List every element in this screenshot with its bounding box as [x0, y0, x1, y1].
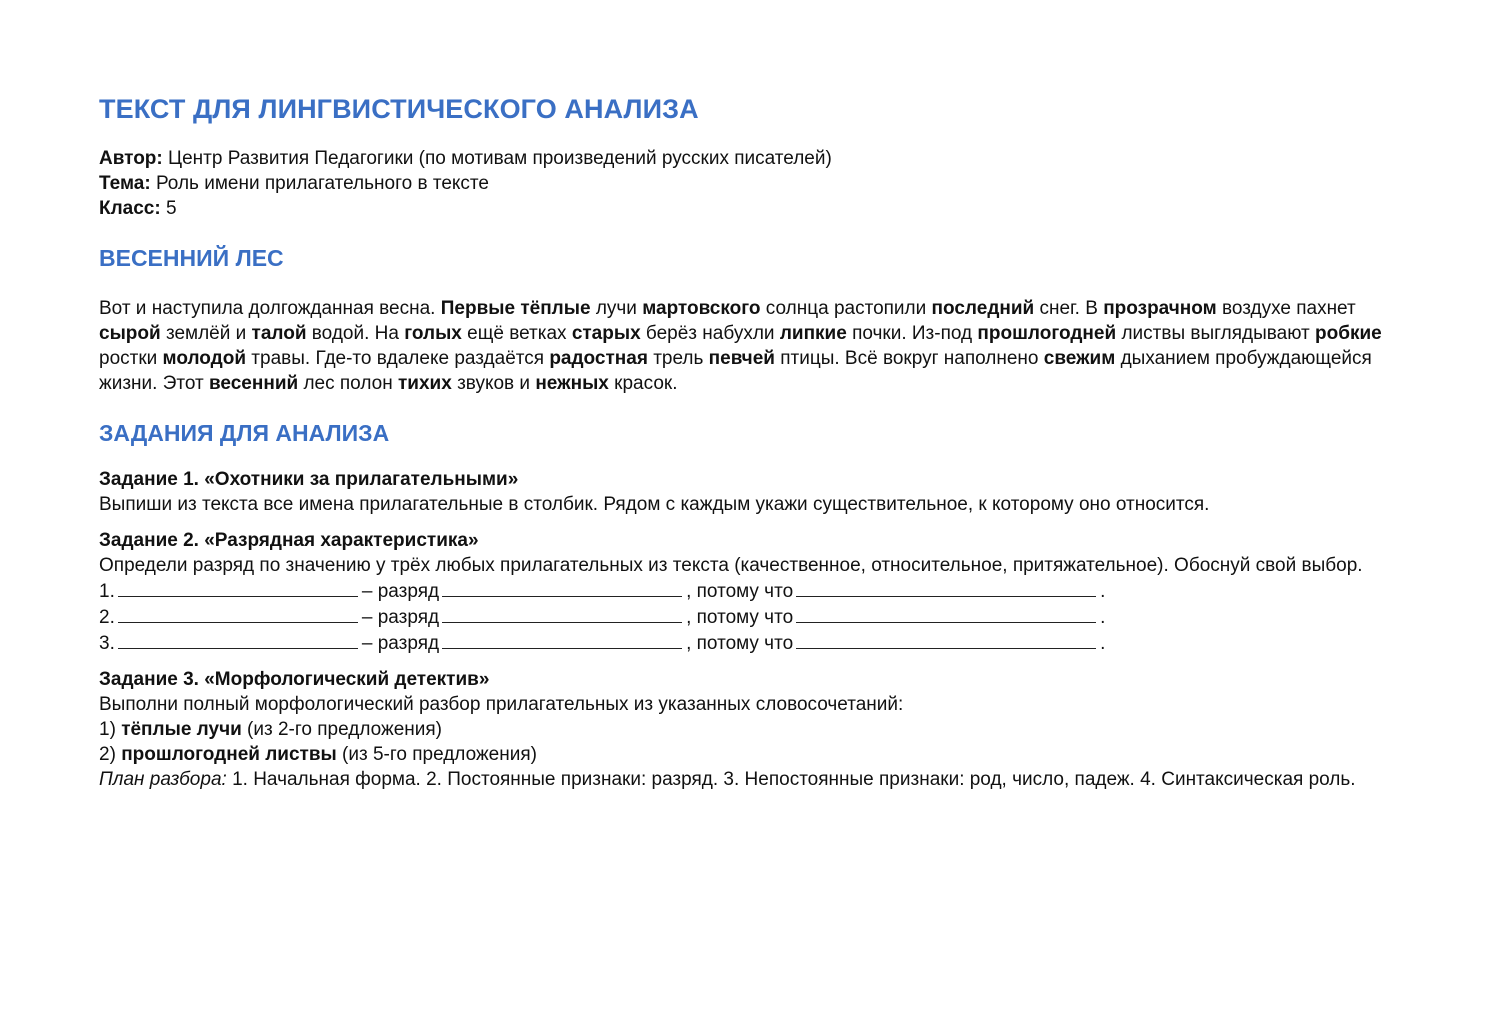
text-run: травы. Где-то вдалеке раздаётся: [246, 348, 550, 369]
text-run: водой. На: [306, 323, 405, 344]
category-blank[interactable]: [442, 630, 682, 649]
topic-line: [99, 171, 1504, 196]
highlighted-adjective: Первые тёплые: [440, 298, 591, 319]
end-mark: .: [1100, 633, 1106, 654]
text-run: ещё ветках: [461, 323, 572, 344]
text-run: птицы. Всё вокруг наполнено: [774, 348, 1044, 369]
text-run: снег. В: [1034, 298, 1104, 319]
author-line: [99, 146, 1504, 171]
answer-row: [99, 578, 1504, 604]
item-phrase: тёплые лучи: [121, 719, 242, 740]
plan-label: План разбора:: [99, 769, 227, 790]
document-title: ТЕКСТ ДЛЯ ЛИНГВИСТИЧЕСКОГО АНАЛИЗА: [99, 94, 699, 124]
reason-blank[interactable]: [796, 604, 1096, 623]
highlighted-adjective: сырой: [99, 323, 161, 344]
analysis-plan: [99, 767, 1419, 792]
text-run: лучи: [590, 298, 643, 319]
text-run: лес полон: [298, 373, 398, 394]
category-blank[interactable]: [442, 604, 682, 623]
text-run: берёз набухли: [640, 323, 780, 344]
item-phrase: прошлогодней листвы: [121, 744, 337, 765]
highlighted-adjective: прошлогодней: [977, 323, 1117, 344]
plan-text: 1. Начальная форма. 2. Постоянные признаки: разряд. 3. Непостоянные признаки: род, число, падеж. 4. Синтаксическая роль.: [226, 769, 1356, 790]
text-run: воздухе пахнет: [1216, 298, 1356, 319]
topic-label: Тема:: [99, 173, 151, 194]
highlighted-adjective: голых: [404, 323, 462, 344]
text-paragraph: [99, 296, 1399, 396]
grade-line: [99, 196, 1504, 221]
highlighted-adjective: свежим: [1043, 348, 1116, 369]
text-section-title: ВЕСЕННИЙ ЛЕС: [99, 245, 284, 271]
highlighted-adjective: талой: [251, 323, 307, 344]
end-mark: .: [1100, 581, 1106, 602]
task-2-title: Задание 2. «Разрядная характеристика»: [99, 530, 479, 551]
topic-value: Роль имени прилагательного в тексте: [150, 173, 489, 194]
highlighted-adjective: липкие: [779, 323, 847, 344]
item-note: (из 5-го предложения): [336, 744, 537, 765]
task-1: [99, 467, 1504, 517]
highlighted-adjective: робкие: [1315, 323, 1382, 344]
highlighted-adjective: молодой: [162, 348, 247, 369]
answer-row-number: 2.: [99, 607, 115, 628]
grade-value: 5: [160, 198, 177, 219]
text-run: Вот и наступила долгожданная весна.: [99, 298, 441, 319]
text-run: солнца растопили: [760, 298, 932, 319]
dash-label: – разряд: [361, 607, 440, 628]
text-run: трель: [647, 348, 709, 369]
because-label: , потому что: [686, 633, 794, 654]
highlighted-adjective: мартовского: [642, 298, 761, 319]
author-label: Автор:: [99, 148, 163, 169]
dash-label: – разряд: [361, 581, 440, 602]
text-run: ростки: [99, 348, 163, 369]
answer-row: [99, 630, 1504, 656]
adjective-blank[interactable]: [118, 630, 358, 649]
task-3: [99, 667, 1504, 792]
adjective-blank[interactable]: [118, 578, 358, 597]
item-number: 1): [99, 719, 122, 740]
document-meta: [99, 146, 1504, 221]
text-run: почки. Из-под: [846, 323, 978, 344]
author-value: Центр Развития Педагогики (по мотивам произведений русских писателей): [162, 148, 832, 169]
task-1-title: Задание 1. «Охотники за прилагательными»: [99, 469, 519, 490]
because-label: , потому что: [686, 581, 794, 602]
answer-row-number: 3.: [99, 633, 115, 654]
adjective-blank[interactable]: [118, 604, 358, 623]
task-2: [99, 528, 1504, 656]
highlighted-adjective: последний: [931, 298, 1035, 319]
item-note: (из 2-го предложения): [241, 719, 442, 740]
text-run: листвы выглядывают: [1116, 323, 1316, 344]
tasks-section-title: ЗАДАНИЯ ДЛЯ АНАЛИЗА: [99, 420, 390, 446]
dash-label: – разряд: [361, 633, 440, 654]
task-3-title: Задание 3. «Морфологический детектив»: [99, 669, 490, 690]
reason-blank[interactable]: [796, 630, 1096, 649]
reason-blank[interactable]: [796, 578, 1096, 597]
grade-label: Класс:: [99, 198, 161, 219]
text-run: землёй и: [160, 323, 252, 344]
highlighted-adjective: весенний: [208, 373, 299, 394]
highlighted-adjective: радостная: [549, 348, 648, 369]
highlighted-adjective: нежных: [535, 373, 609, 394]
highlighted-adjective: тихих: [397, 373, 452, 394]
highlighted-adjective: певчей: [708, 348, 775, 369]
task-3-item-2: [99, 742, 1504, 767]
because-label: , потому что: [686, 607, 794, 628]
item-number: 2): [99, 744, 122, 765]
end-mark: .: [1100, 607, 1106, 628]
task-3-description: Выполни полный морфологический разбор прилагательных из указанных словосочетаний:: [99, 694, 904, 715]
answer-row: [99, 604, 1504, 630]
highlighted-adjective: старых: [571, 323, 641, 344]
task-2-description: Определи разряд по значению у трёх любых прилагательных из текста (качественное, относительное, притяжательное). Обоснуй свой выбор.: [99, 555, 1363, 576]
category-blank[interactable]: [442, 578, 682, 597]
text-run: красок.: [608, 373, 678, 394]
text-run: дыханием пробуждающейся жизни. Этот: [99, 348, 1372, 394]
task-3-item-1: [99, 717, 1504, 742]
task-1-description: Выпиши из текста все имена прилагательные в столбик. Рядом с каждым укажи существительное, к которому оно относится.: [99, 494, 1210, 515]
text-run: звуков и: [451, 373, 536, 394]
answer-row-number: 1.: [99, 581, 115, 602]
highlighted-adjective: прозрачном: [1103, 298, 1217, 319]
